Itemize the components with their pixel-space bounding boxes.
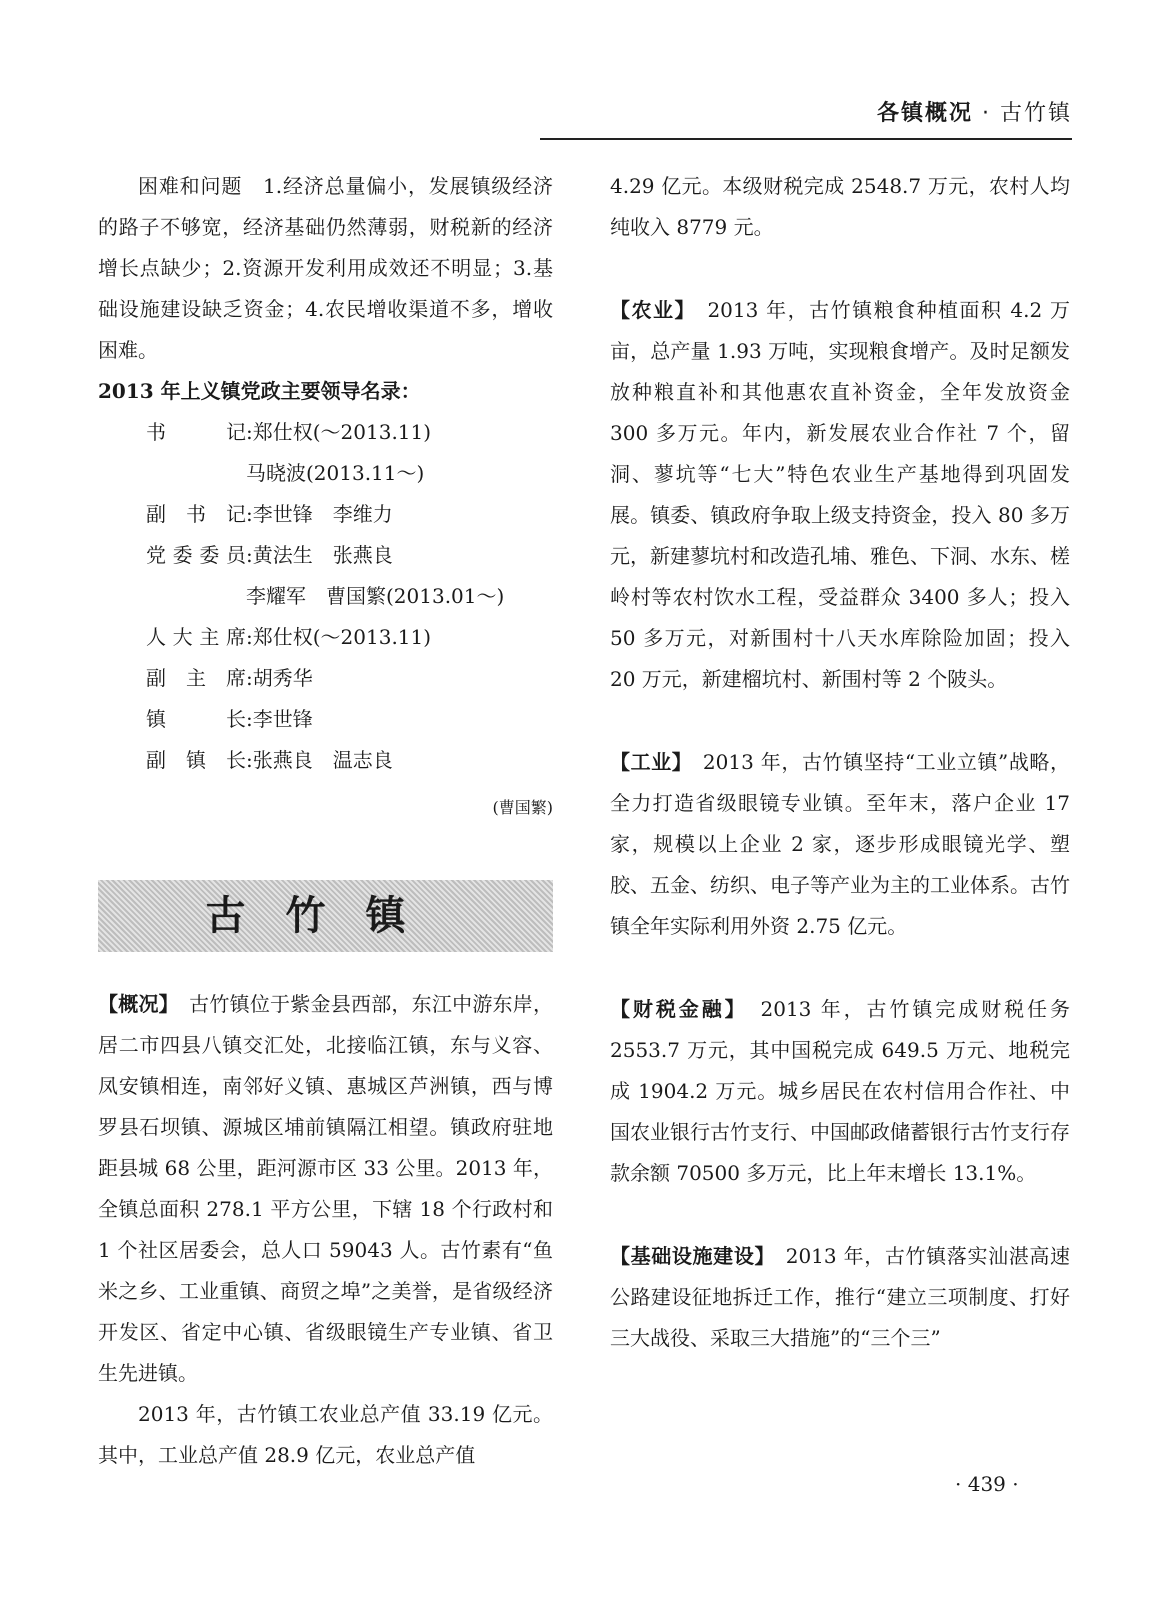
- agriculture-paragraph: 2013 年，古竹镇粮食种植面积 4.2 万亩，总产量 1.93 万吨，实现粮食增产。及时足额发放种粮直补和其他惠农直补资金，全年发放资金 300 多万元。年内，新发展农业合作社 7 个，留洞、蓼坑等“七大”特色农业生产基地得到巩固发展。镇委、镇政府争取上级支持资金，投入 80 多万元，新建蓼坑村和改造孔埔、雅色、下洞、水东、槎岭村等农村饮水工程，受益群众 3400 多人；投入 50 多万元，对新围村十八天水库除险加固；投入 20 万元，新建榴坑村、新围村等 2 个陂头。: [610, 298, 1071, 691]
- finance-tag: 【财税金融】: [610, 997, 738, 1021]
- page-number: · 439 ·: [955, 1472, 1019, 1496]
- author-credit: (曹国繁): [492, 798, 553, 817]
- output-continuation: 4.29 亿元。本级财税完成 2548.7 万元，农村人均纯收入 8779 元。: [610, 174, 1070, 239]
- left-column: [98, 166, 553, 1476]
- leader-row: 副书记 :李世锋 李维力: [146, 502, 393, 526]
- leader-row: 镇长 :李世锋: [146, 707, 313, 731]
- industry-paragraph: 2013 年，古竹镇坚持“工业立镇”战略，全力打造省级眼镜专业镇。至年末，落户企业 17 家，规模以上企业 2 家，逐步形成眼镜光学、塑胶、五金、纺织、电子等产业为主的工业体系。古竹镇全年实际利用外资 2.75 亿元。: [610, 750, 1070, 938]
- leaders-list: [98, 412, 553, 781]
- leaders-title: 2013 年上义镇党政主要领导名录：: [98, 379, 421, 403]
- header-rule: [540, 138, 1072, 140]
- header-town: 古竹镇: [999, 101, 1072, 126]
- right-column: [610, 166, 1070, 1359]
- leader-row: 副主席 :胡秀华: [146, 666, 313, 690]
- problems-paragraph: 困难和问题 1.经济总量偏小，发展镇级经济的路子不够宽，经济基础仍然薄弱，财税新的经济增长点缺少；2.资源开发利用成效还不明显；3.基础设施建设缺乏资金；4.农民增收渠道不多，增收困难。: [98, 174, 553, 362]
- infrastructure-tag: 【基础设施建设】: [610, 1244, 766, 1268]
- leader-row: 副镇长 :张燕良 温志良: [146, 748, 393, 772]
- industry-tag: 【工业】: [610, 750, 683, 774]
- infrastructure-paragraph: 2013 年，古竹镇落实汕湛高速公路建设征地拆迁工作，推行“建立三项制度、打好三大战役、采取三大措施”的“三个三”: [610, 1244, 1070, 1350]
- agriculture-tag: 【农业】: [610, 298, 686, 322]
- leader-row: 李耀军 曹国繁(2013.01～): [246, 584, 505, 608]
- leader-row: 马晓波(2013.11～): [246, 461, 425, 485]
- header-section: 各镇概况: [876, 101, 973, 126]
- overview-tag: 【概况】: [98, 992, 169, 1016]
- leader-row: 党委委员 :黄法生 张燕良: [146, 543, 393, 567]
- running-header: [540, 96, 1072, 127]
- leader-row: 书记 :郑仕权(～2013.11): [146, 420, 432, 444]
- output-paragraph: 2013 年，古竹镇工农业总产值 33.19 亿元。其中，工业总产值 28.9 亿元，农业总产值: [98, 1402, 553, 1467]
- header-dot: ·: [973, 101, 1000, 126]
- overview-paragraph: 古竹镇位于紫金县西部，东江中游东岸，居二市四县八镇交汇处，北接临江镇，东与义容、凤安镇相连，南邻好义镇、惠城区芦洲镇，西与博罗县石坝镇、源城区埔前镇隔江相望。镇政府驻地距县城 68 公里，距河源市区 33 公里。2013 年，全镇总面积 278.1 平方公里，下辖 18 个行政村和 1 个社区居委会，总人口 59043 人。古竹素有“鱼米之乡、工业重镇、商贸之埠”之美誉，是省级经济开发区、省定中心镇、省级眼镜生产专业镇、省卫生先进镇。: [98, 992, 554, 1385]
- finance-paragraph: 2013 年，古竹镇完成财税任务 2553.7 万元，其中国税完成 649.5 万元、地税完成 1904.2 万元。城乡居民在农村信用合作社、中国农业银行古竹支行、中国邮政储蓄银行古竹支行存款余额 70500 多万元，比上年末增长 13.1%。: [610, 997, 1070, 1185]
- leader-row: 人大主席 :郑仕权(～2013.11): [146, 625, 432, 649]
- town-title-banner: 古竹镇: [98, 880, 553, 952]
